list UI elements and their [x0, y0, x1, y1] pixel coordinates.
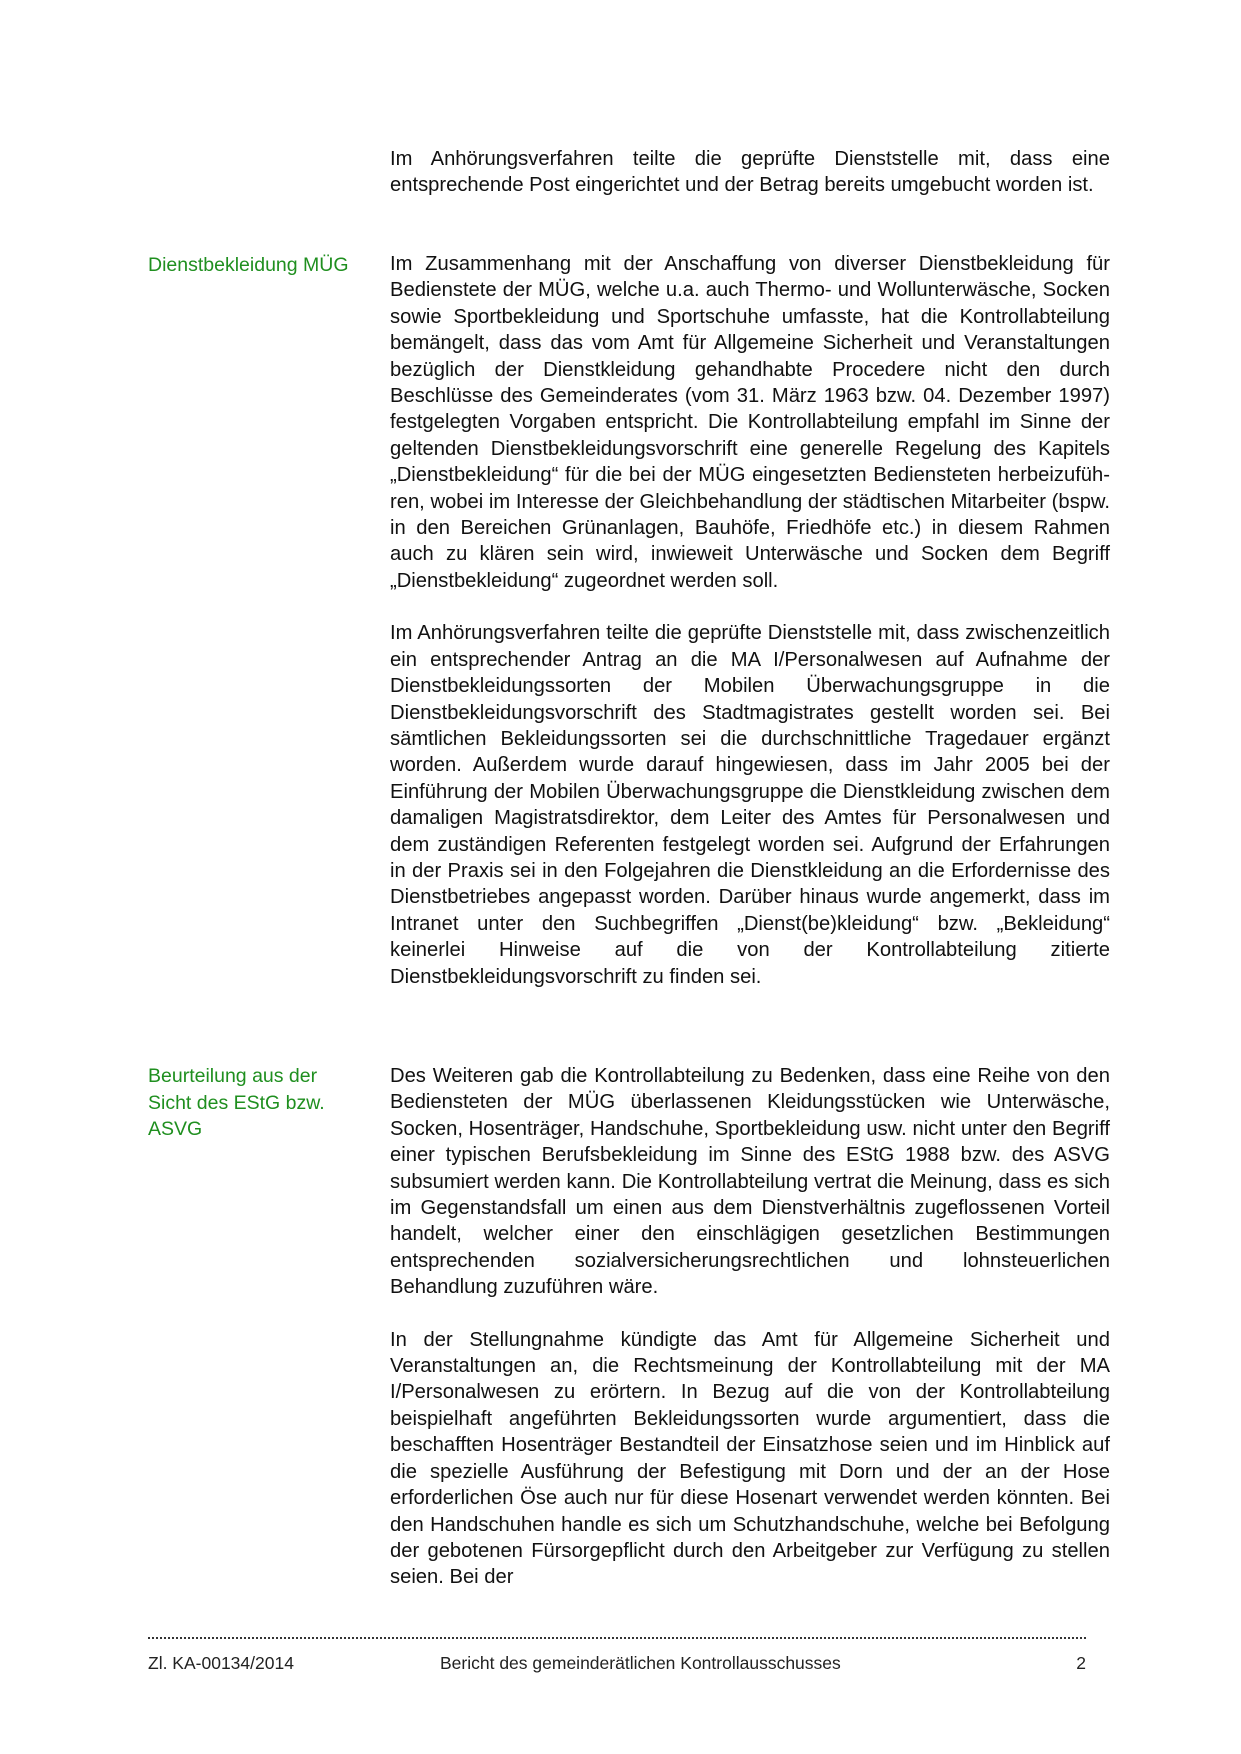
paragraph: Im Anhörungsverfahren teilte die geprüfte Dienststelle mit, dass zwischenzeitlich ein entsprechender Antrag an die MA I/Personalwesen auf Aufnahme der Dienstbekleidungssorten der Mobilen Überwachungsgruppe in die Dienstbekleidungsvorschrift des Stadtmagistrates gestellt worden sei. Bei sämtlichen Bekleidungssorten sei die durchschnittliche Tragedauer ergänzt worden. Außerdem wurde darauf hingewiesen, dass im Jahr 2005 bei der Einführung der Mobilen Überwachungsgruppe die Dienstkleidung zwischen dem damaligen Magistratsdirektor, dem Leiter des Amtes für Personalwesen und dem zuständigen Referenten festgelegt worden sei. Aufgrund der Erfahrungen in der Praxis sei in den Folgejahren die Dienstkleidung an die Erfordernisse des Dienstbetriebes angepasst worden. Darüber hinaus wurde angemerkt, dass im Intranet unter den Suchbegriffen „Dienst(be)kleidung“ bzw. „Bekleidung“ keinerlei Hinweise auf die von der Kontrollabteilung zitierte Dienstbekleidungsvorschrift zu finden sei.: [390, 622, 1110, 988]
body-text-block: [390, 251, 1110, 990]
paragraph: Im Anhörungsverfahren teilte die geprüfte Dienststelle mit, dass eine entsprechende Post eingerichtet und der Betrag bereits umgebucht worden ist.: [390, 148, 1110, 197]
margin-note-dienstbekleidung: Dienstbekleidung MÜG: [148, 254, 349, 276]
body-text-block: [390, 1063, 1110, 1591]
margin-note-beurteilung: Beurteilung aus der Sicht des EStG bzw. ASVG: [148, 1065, 325, 1140]
paragraph: In der Stellungnahme kündigte das Amt für Allgemeine Sicherheit und Veranstaltungen an, die Rechtsmeinung der Kontrollabteilung mit der MA I/Personalwesen zu erörtern. In Bezug auf die von der Kontrollabteilung beispielhaft angeführten Bekleidungssorten wurde argumentiert, dass die beschafften Hosenträger Bestandteil der Einsatzhose seien und im Hinblick auf die spezielle Ausführung der Befestigung mit Dorn und der an der Hose erforderlichen Öse auch nur für diese Hosenart verwendet werden könnten. Bei den Handschuhen handle es sich um Schutzhandschuhe, welche bei Befolgung der gebotenen Fürsorgepflicht durch den Arbeitgeber zur Verfügung zu stellen seien. Bei der: [390, 1328, 1110, 1589]
footer-title: Bericht des gemeinderätlichen Kontrollausschusses: [440, 1653, 841, 1673]
footer-reference: Zl. KA-00134/2014: [148, 1653, 294, 1673]
paragraph: Des Weiteren gab die Kontrollabteilung zu Bedenken, dass eine Reihe von den Bediensteten der MÜG überlassenen Kleidungsstücken wie Unterwäsche, Socken, Hosenträger, Handschuhe, Sportbekleidung usw. nicht unter den Begriff einer typischen Berufsbekleidung im Sinne des EStG 1988 bzw. des ASVG subsumiert werden kann. Die Kontrollabteilung vertrat die Meinung, dass es sich im Gegenstandsfall um einen aus dem Dienstverhältnis zugeflossenen Vorteil handelt, welcher einer den einschlägigen gesetzlichen Bestimmungen entsprechenden sozialversicherungsrechtlichen und lohnsteuerlichen Behandlung zuzuführen wäre.: [390, 1065, 1110, 1299]
page-number: 2: [1076, 1653, 1086, 1673]
paragraph: Im Zusammenhang mit der Anschaffung von diverser Dienstbekleidung für Bedienstete der MÜG, welche u.a. auch Thermo- und Wollunterwäsche, Socken sowie Sportbekleidung und Sportschuhe umfasste, hat die Kontrollabteilung bemängelt, dass das vom Amt für Allgemeine Sicherheit und Veranstaltungen bezüglich der Dienstkleidung gehandhabte Procedere nicht den durch Beschlüsse des Gemeinderates (vom 31. März 1963 bzw. 04. Dezember 1997) festgelegten Vorgaben entspricht. Die Kontrollabteilung empfahl im Sinne der geltenden Dienstbekleidungsvorschrift eine generelle Regelung des Kapitels „Dienstbekleidung“ für die bei der MÜG eingesetzten Bediensteten herbeizuführen, wobei im Interesse der Gleichbehandlung der städtischen Mitarbeiter (bspw. in den Bereichen Grünanlagen, Bauhöfe, Friedhöfe etc.) in diesem Rahmen auch zu klären sein wird, inwieweit Unterwäsche und Socken dem Begriff „Dienstbekleidung“ zugeordnet werden soll.: [390, 253, 1110, 592]
body-text-block: [390, 146, 1110, 199]
footer-divider: [148, 1637, 1086, 1639]
